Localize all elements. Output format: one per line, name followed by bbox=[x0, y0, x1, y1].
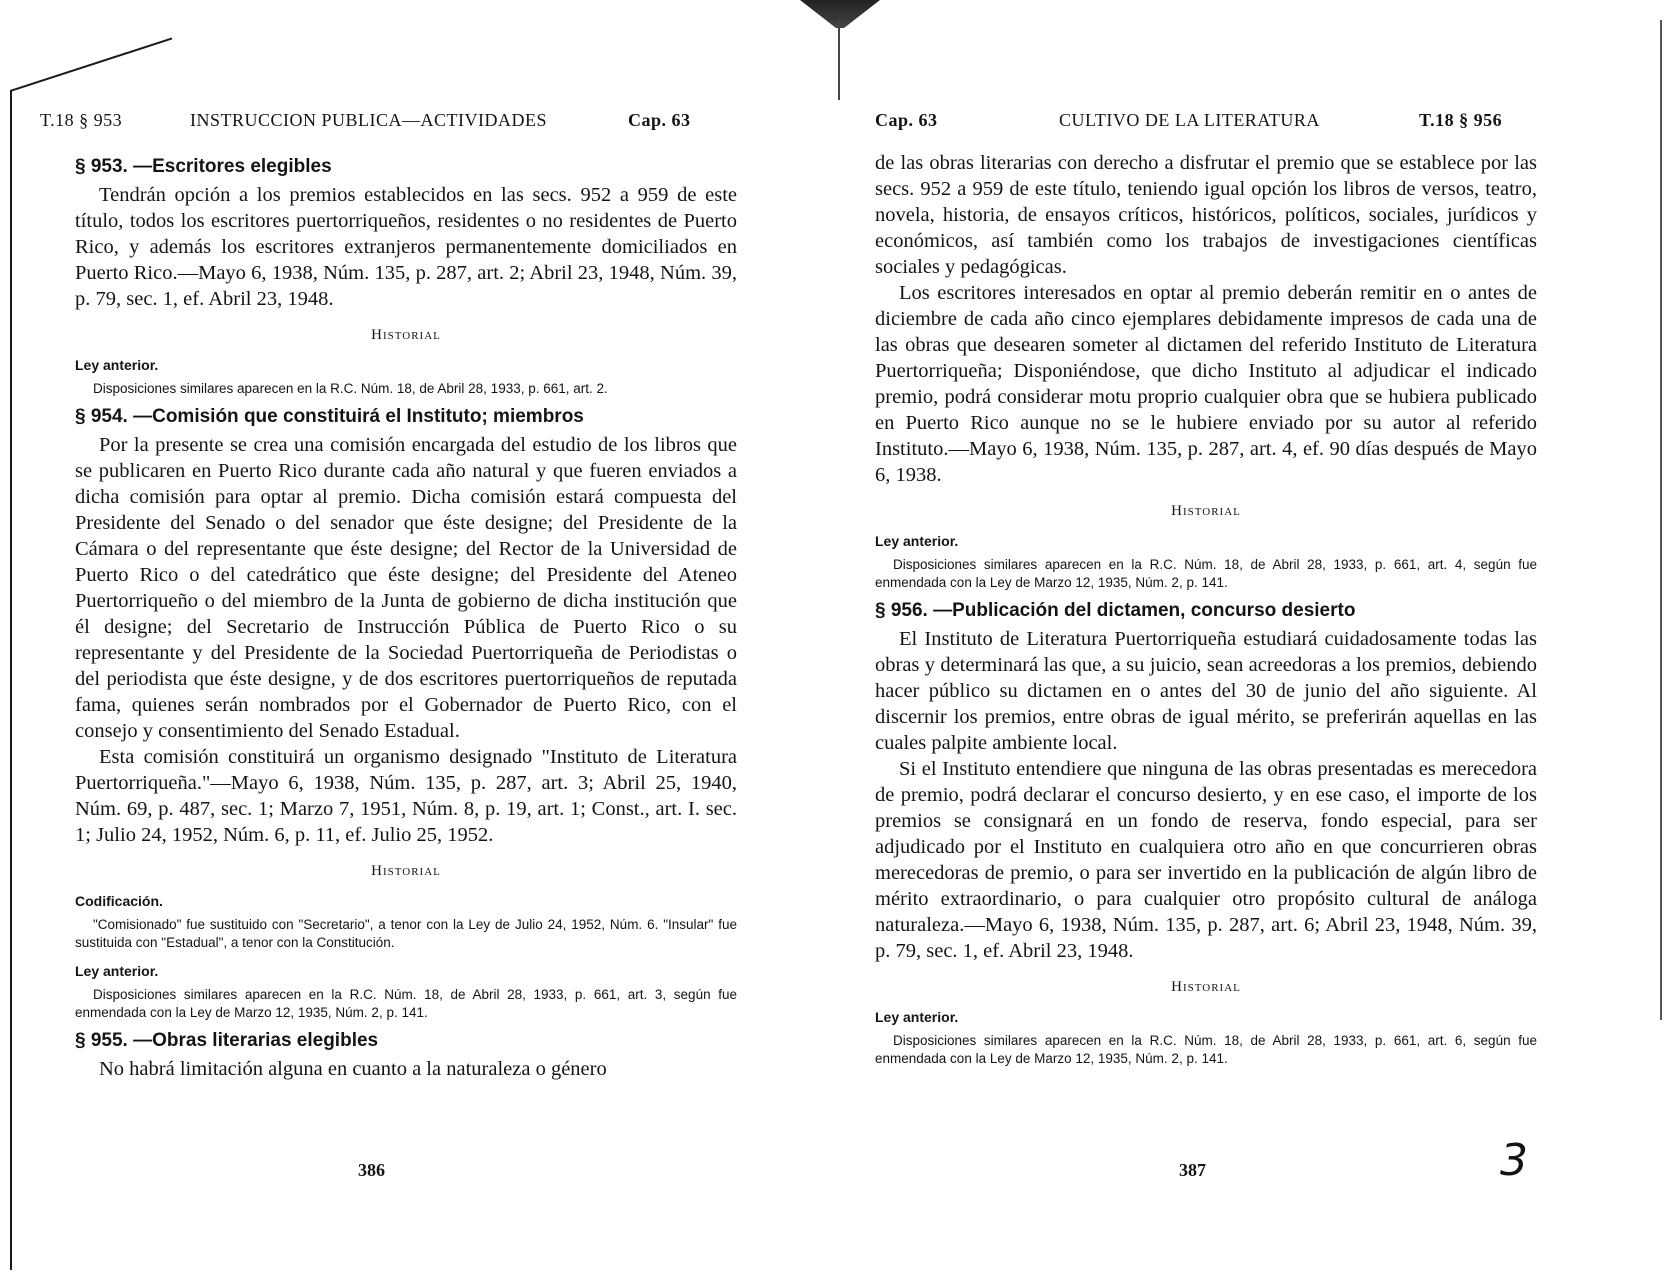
scan-edge bbox=[1660, 20, 1662, 1020]
historial-heading: Historial bbox=[371, 863, 441, 879]
handwritten-mark: 3 bbox=[1500, 1135, 1528, 1186]
historial-label: Ley anterior. bbox=[75, 963, 159, 979]
section-955-text-2: Los escritores interesados en optar al premio deberán remitir en o antes de diciembre de cada año cinco ejemplares debidamente impresos de cada una de las obras que desearen someter al dictamen del referido Instituto de Literatura Puertorriqueña; Disponiéndose, que dicho Instituto al adjudicar el indicado premio, podrá considerar motu proprio cualquier obra que se hubiera publicado en Puerto Rico aunque no se le hubiere enviado por su autor al referido Instituto.—Mayo 6, 1938, Núm. 135, p. 287, art. 4, ef. 90 días después de Mayo 6, 1938. bbox=[875, 282, 1537, 486]
section-955-text: No habrá limitación alguna en cuanto a la naturaleza o género bbox=[99, 1058, 607, 1080]
section-955-title: § 955. —Obras literarias elegibles bbox=[75, 1030, 379, 1051]
section-956-text: El Instituto de Literatura Puertorriqueña estudiará cuidadosamente todas las obras y determinará las que, a su juicio, sean acreedoras a los premios, debiendo hacer público su dictamen en o antes del 30 de junio del año siguiente. Al discernir los premios, entre obras de igual mérito, se preferirán aquellas en las cuales palpite ambiente local. bbox=[875, 628, 1537, 754]
page-number: 387 bbox=[1179, 1160, 1206, 1180]
section-955-continued: de las obras literarias con derecho a disfrutar el premio que se establece por las secs. 952 a 959 de este título, teniendo igual opción los libros de versos, teatro, novela, historia, de ensayos críticos, históricos, políticos, sociales, jurídicos y económicos, así también como los trabajos de investigaciones científicas sociales y pedagógicas. bbox=[875, 152, 1537, 278]
historial-text: Disposiciones similares aparecen en la R.C. Núm. 18, de Abril 28, 1933, p. 661, art. 6, según fue enmendada con la Ley de Marzo 12, 1935, Núm. 2, p. 141. bbox=[875, 1033, 1537, 1066]
historial-heading: Historial bbox=[1171, 503, 1241, 519]
running-head-right-section: T.18 § 956 bbox=[1419, 110, 1503, 130]
running-head-right-title: CULTIVO DE LA LITERATURA bbox=[1059, 110, 1320, 130]
historial-label: Ley anterior. bbox=[75, 357, 159, 373]
section-953-text: Tendrán opción a los premios establecidos en las secs. 952 a 959 de este título, todos los escritores puertorriqueños, residentes o no residentes de Puerto Rico, y además los escritores extranjeros permanentemente domiciliados en Puerto Rico.—Mayo 6, 1938, Núm. 135, p. 287, art. 2; Abril 23, 1948, Núm. 39, p. 79, sec. 1, ef. Abril 23, 1948. bbox=[75, 184, 737, 310]
running-head-left-title: INSTRUCCION PUBLICA—ACTIVIDADES bbox=[190, 110, 548, 130]
section-956-title: § 956. —Publicación del dictamen, concurso desierto bbox=[875, 600, 1356, 621]
historial-label: Ley anterior. bbox=[875, 533, 959, 549]
section-954-text: Por la presente se crea una comisión encargada del estudio de los libros que se publicaren en Puerto Rico durante cada año natural y que fueren enviados a dicha comisión para optar al premio. Dicha comisión estará compuesta del Presidente del Senado o del senador que éste designe; del Presidente de la Cámara o del representante que éste designe; del Rector de la Universidad de Puerto Rico o del catedrático que éste designe; del Presidente del Ateneo Puertorriqueño o del miembro de la Junta de gobierno de dicha institución que él designe; del Secretario de Instrucción Pública de Puerto Rico o su representante y del Presidente de la Sociedad Puertorriqueña de Periodistas o del periodista que éste designe, y de dos escritores puertorriqueños de reputada fama, quienes serán nombrados por el Gobernador de Puerto Rico, con el consejo y consentimiento del Senado Estadual. bbox=[75, 434, 737, 742]
section-954-text-2: Esta comisión constituirá un organismo designado "Instituto de Literatura Puertorriqueña."—Mayo 6, 1938, Núm. 135, p. 287, art. 3; Abril 25, 1940, Núm. 69, p. 487, sec. 1; Marzo 7, 1951, Núm. 8, p. 19, art. 1; Const., art. I. sec. 1; Julio 24, 1952, Núm. 6, p. 11, ef. Julio 25, 1952. bbox=[75, 746, 737, 846]
historial-text: Disposiciones similares aparecen en la R.C. Núm. 18, de Abril 28, 1933, p. 661, art. 3, según fue enmendada con la Ley de Marzo 12, 1935, Núm. 2, p. 141. bbox=[75, 987, 737, 1020]
page-number: 386 bbox=[358, 1160, 385, 1180]
historial-label: Codificación. bbox=[75, 893, 163, 909]
scan-edge bbox=[10, 90, 12, 1270]
section-956-text-2: Si el Instituto entendiere que ninguna de las obras presentadas es merecedora de premio, podrá declarar el concurso desierto, y en ese caso, el importe de los premios se consignará en un fondo de reserva, fondo especial, para ser adjudicado por el Instituto en cualquiera otro año en que concurrieren obras merecedoras de premio, o para ser invertido en la publicación de algún libro de mérito extraordinario, o para cualquier otro propósito cultural de análoga naturaleza.—Mayo 6, 1938, Núm. 135, p. 287, art. 6; Abril 23, 1948, Núm. 39, p. 79, sec. 1, ef. Abril 23, 1948. bbox=[875, 758, 1537, 962]
running-head-left-chapter: Cap. 63 bbox=[628, 110, 691, 130]
historial-label: Ley anterior. bbox=[875, 1009, 959, 1025]
right-column bbox=[875, 150, 1537, 1074]
running-head-right-chapter: Cap. 63 bbox=[875, 110, 938, 130]
historial-text: "Comisionado" fue sustituido con "Secretario", a tenor con la Ley de Julio 24, 1952, Núm. 6. "Insular" fue sustituida con "Estadual", a tenor con la Constitución. bbox=[75, 917, 737, 950]
running-head-left-section: T.18 § 953 bbox=[40, 110, 123, 130]
section-954-title: § 954. —Comisión que constituirá el Instituto; miembros bbox=[75, 406, 584, 427]
historial-heading: Historial bbox=[371, 327, 441, 343]
historial-text: Disposiciones similares aparecen en la R.C. Núm. 18, de Abril 28, 1933, p. 661, art. 2. bbox=[93, 381, 608, 396]
section-953-title: § 953. —Escritores elegibles bbox=[75, 156, 332, 177]
right-page bbox=[833, 0, 1666, 1281]
historial-text: Disposiciones similares aparecen en la R.C. Núm. 18, de Abril 28, 1933, p. 661, art. 4, según fue enmendada con la Ley de Marzo 12, 1935, Núm. 2, p. 141. bbox=[875, 557, 1537, 590]
left-column bbox=[75, 150, 737, 1082]
historial-heading: Historial bbox=[1171, 979, 1241, 995]
scan-edge-diagonal bbox=[10, 37, 172, 91]
